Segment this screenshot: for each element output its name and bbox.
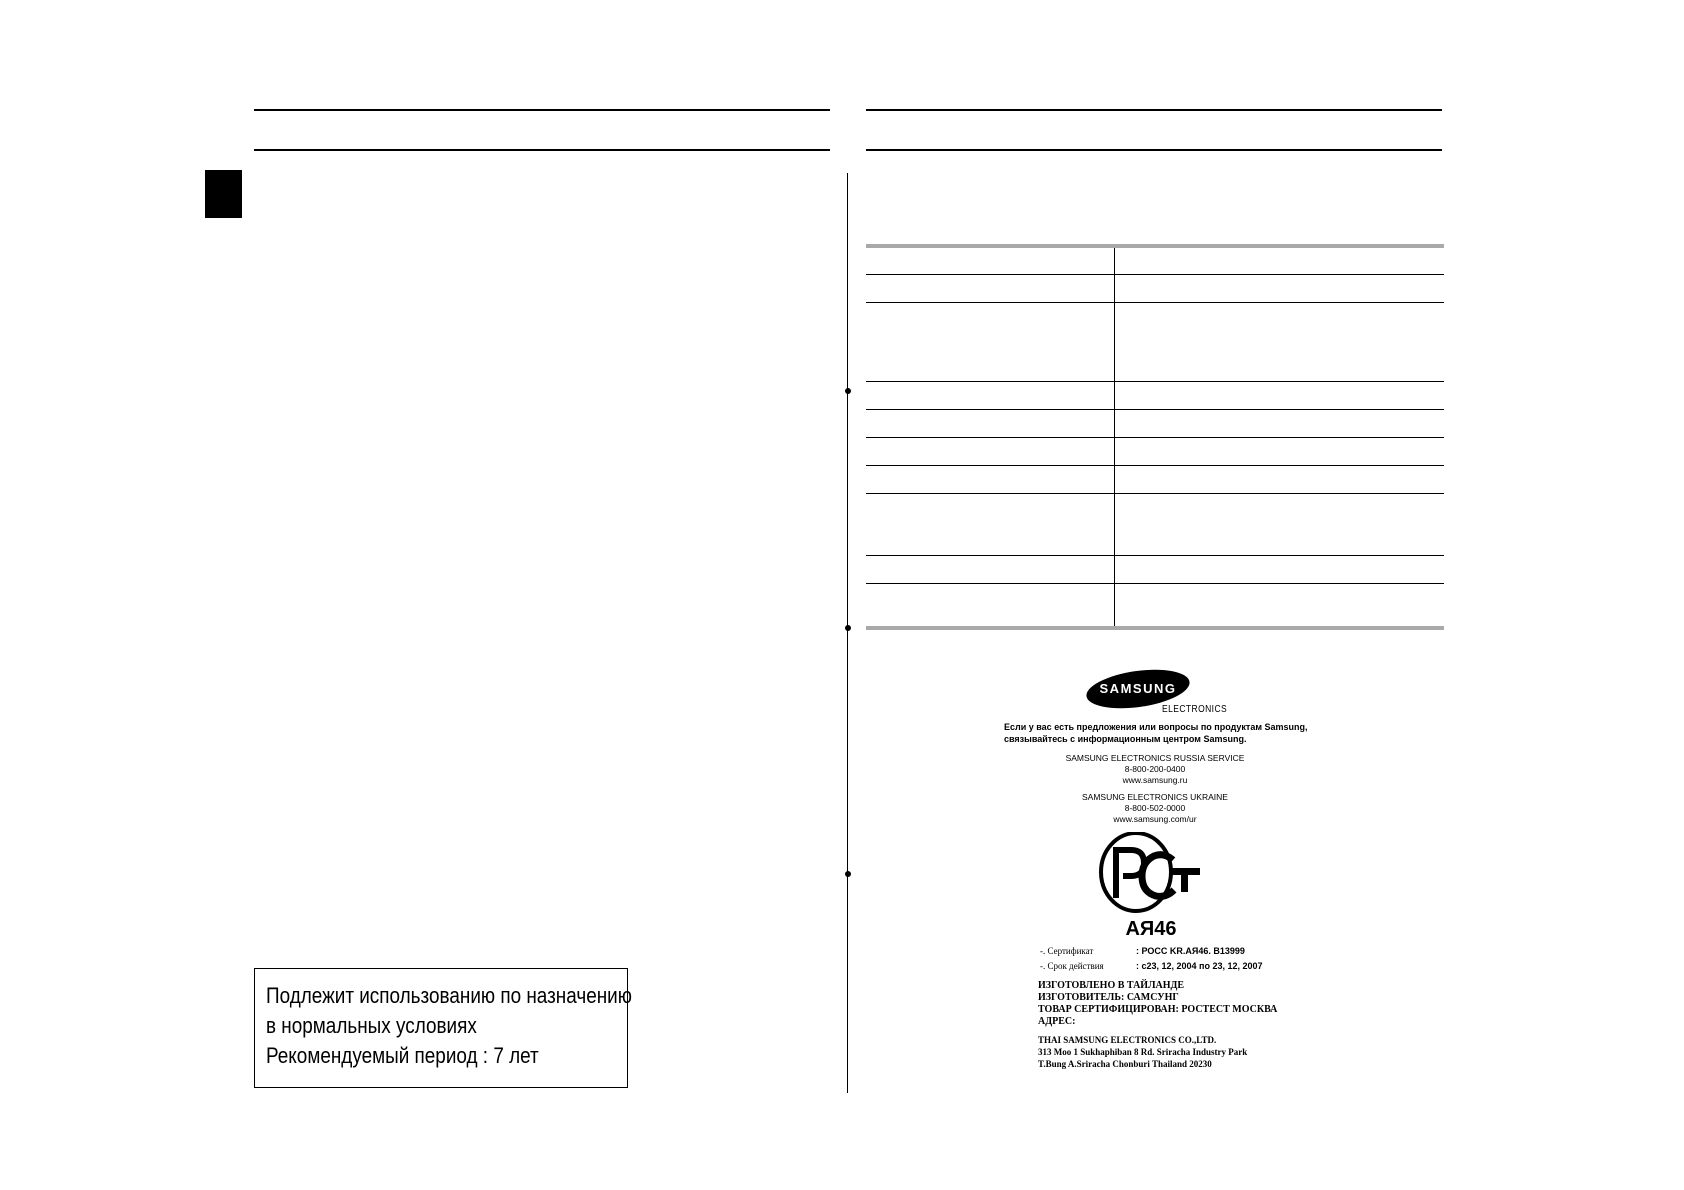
section-tab-marker xyxy=(205,170,242,218)
certificate-value: : РОСС KR.АЯ46. B13999 xyxy=(1136,946,1245,956)
rostest-pct-mark-icon xyxy=(1098,832,1204,916)
address-line-2: T.Bung A.Sriracha Chonburi Thailand 20230 xyxy=(1038,1059,1212,1069)
table-row-line xyxy=(866,409,1444,410)
table-row-line xyxy=(866,274,1444,275)
binding-dot-2 xyxy=(845,625,851,631)
spec-table-column-divider xyxy=(1114,248,1115,626)
certification-code: АЯ46 xyxy=(1125,918,1177,940)
contact-intro-line-1: Если у вас есть предложения или вопросы по продуктам Samsung, xyxy=(1004,722,1308,732)
certification-mark xyxy=(1098,832,1204,916)
samsung-logo-wordmark: SAMSUNG xyxy=(1099,681,1177,696)
left-header-rule-top xyxy=(254,109,830,111)
certificate-row xyxy=(1040,945,1245,957)
certificate-label: -. Сертификат xyxy=(1040,946,1094,956)
table-row-line xyxy=(866,583,1444,584)
spec-table-bottom-border xyxy=(866,626,1444,630)
company-name: THAI SAMSUNG ELECTRONICS CO.,LTD. xyxy=(1038,1035,1217,1045)
right-header-rule-top xyxy=(866,109,1442,111)
validity-value: : с23, 12, 2004 по 23, 12, 2007 xyxy=(1136,961,1263,971)
ukraine-service-website: www.samsung.com/ur xyxy=(1113,814,1197,824)
left-header-rule-bottom xyxy=(254,149,830,151)
binding-dot-1 xyxy=(845,388,851,394)
certified-by-text: ТОВАР СЕРТИФИЦИРОВАН: РОСТЕСТ МОСКВА xyxy=(1038,1004,1278,1015)
contact-intro-line-2: связывайтесь с информационным центром Samsung. xyxy=(1004,734,1247,744)
binding-line xyxy=(847,173,848,1093)
table-row-line xyxy=(866,555,1444,556)
validity-label: -. Срок действия xyxy=(1040,961,1104,971)
manufacturer-text: ИЗГОТОВИТЕЛЬ: САМСУНГ xyxy=(1038,992,1179,1003)
table-row-line xyxy=(866,437,1444,438)
binding-dot-3 xyxy=(845,871,851,877)
address-label: АДРЕС: xyxy=(1038,1016,1076,1027)
table-row-line xyxy=(866,465,1444,466)
usage-note-line-2: в нормальных условиях xyxy=(266,1013,477,1038)
samsung-subbrand: ELECTRONICS xyxy=(1162,704,1228,715)
table-row-line xyxy=(866,381,1444,382)
usage-note-box xyxy=(254,968,632,1088)
made-in-text: ИЗГОТОВЛЕНО В ТАЙЛАНДЕ xyxy=(1038,980,1185,991)
right-header-rule-bottom xyxy=(866,149,1442,151)
russia-service-website: www.samsung.ru xyxy=(1122,775,1188,785)
ukraine-service-phone: 8-800-502-0000 xyxy=(1124,803,1186,813)
table-row-line xyxy=(866,302,1444,303)
usage-note-line-3: Рекомендуемый период : 7 лет xyxy=(266,1043,539,1068)
spec-table-top-border xyxy=(866,244,1444,248)
usage-note-line-1: Подлежит использованию по назначению xyxy=(266,983,632,1008)
address-line-1: 313 Moo 1 Sukhaphiban 8 Rd. Sriracha Industry Park xyxy=(1038,1047,1248,1057)
russia-service-phone: 8-800-200-0400 xyxy=(1124,764,1186,774)
table-row-line xyxy=(866,493,1444,494)
validity-row xyxy=(1040,960,1263,972)
ukraine-service-name: SAMSUNG ELECTRONICS UKRAINE xyxy=(1082,792,1228,802)
russia-service-name: SAMSUNG ELECTRONICS RUSSIA SERVICE xyxy=(1065,753,1245,763)
